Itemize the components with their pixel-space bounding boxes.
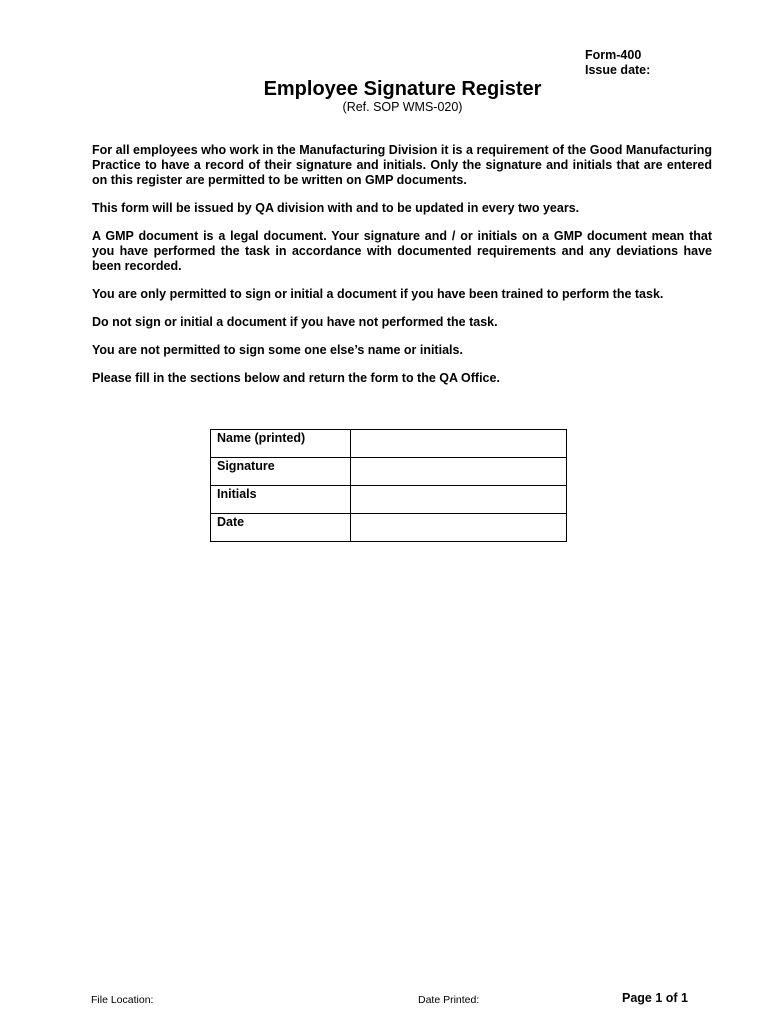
document-reference: (Ref. SOP WMS-020) <box>342 100 463 114</box>
date-field[interactable] <box>350 514 566 542</box>
table-row <box>211 430 567 458</box>
signature-field[interactable] <box>350 458 566 486</box>
table-row <box>211 458 567 486</box>
paragraph-not-performed: Do not sign or initial a document if you have not performed the task. <box>92 315 498 329</box>
name-printed-label: Name (printed) <box>211 430 351 458</box>
instructions <box>92 143 712 386</box>
date-label: Date <box>211 514 351 542</box>
paragraph-issuance: This form will be issued by QA division with and to be updated in every two years. <box>92 201 580 215</box>
initials-label: Initials <box>211 486 351 514</box>
issue-date-label: Issue date: <box>585 63 651 77</box>
date-printed-label: Date Printed: <box>418 994 480 1006</box>
page-number: Page 1 of 1 <box>622 991 688 1005</box>
table-row <box>211 514 567 542</box>
paragraph-others: You are not permitted to sign some one else’s name or initials. <box>92 343 463 357</box>
signature-table <box>210 429 567 542</box>
document-title: Employee Signature Register <box>263 78 542 100</box>
table-row <box>211 486 567 514</box>
form-number: Form-400 <box>585 48 642 62</box>
form-meta <box>585 48 650 78</box>
name-printed-field[interactable] <box>350 430 566 458</box>
paragraph-requirement: For all employees who work in the Manufacturing Division it is a requirement of the Good Manufacturing Practice to have a record of their signature and initials. Only the signature and initials that are entered on this register are permitted to be written on GMP documents. <box>92 143 712 187</box>
initials-field[interactable] <box>350 486 566 514</box>
signature-label: Signature <box>211 458 351 486</box>
file-location-label: File Location: <box>91 994 154 1006</box>
paragraph-return: Please fill in the sections below and return the form to the QA Office. <box>92 371 500 385</box>
paragraph-legal: A GMP document is a legal document. Your signature and / or initials on a GMP document mean that you have performed the task in accordance with documented requirements and any deviations have been recorded. <box>92 229 712 273</box>
paragraph-trained: You are only permitted to sign or initial a document if you have been trained to perform the task. <box>92 287 664 301</box>
